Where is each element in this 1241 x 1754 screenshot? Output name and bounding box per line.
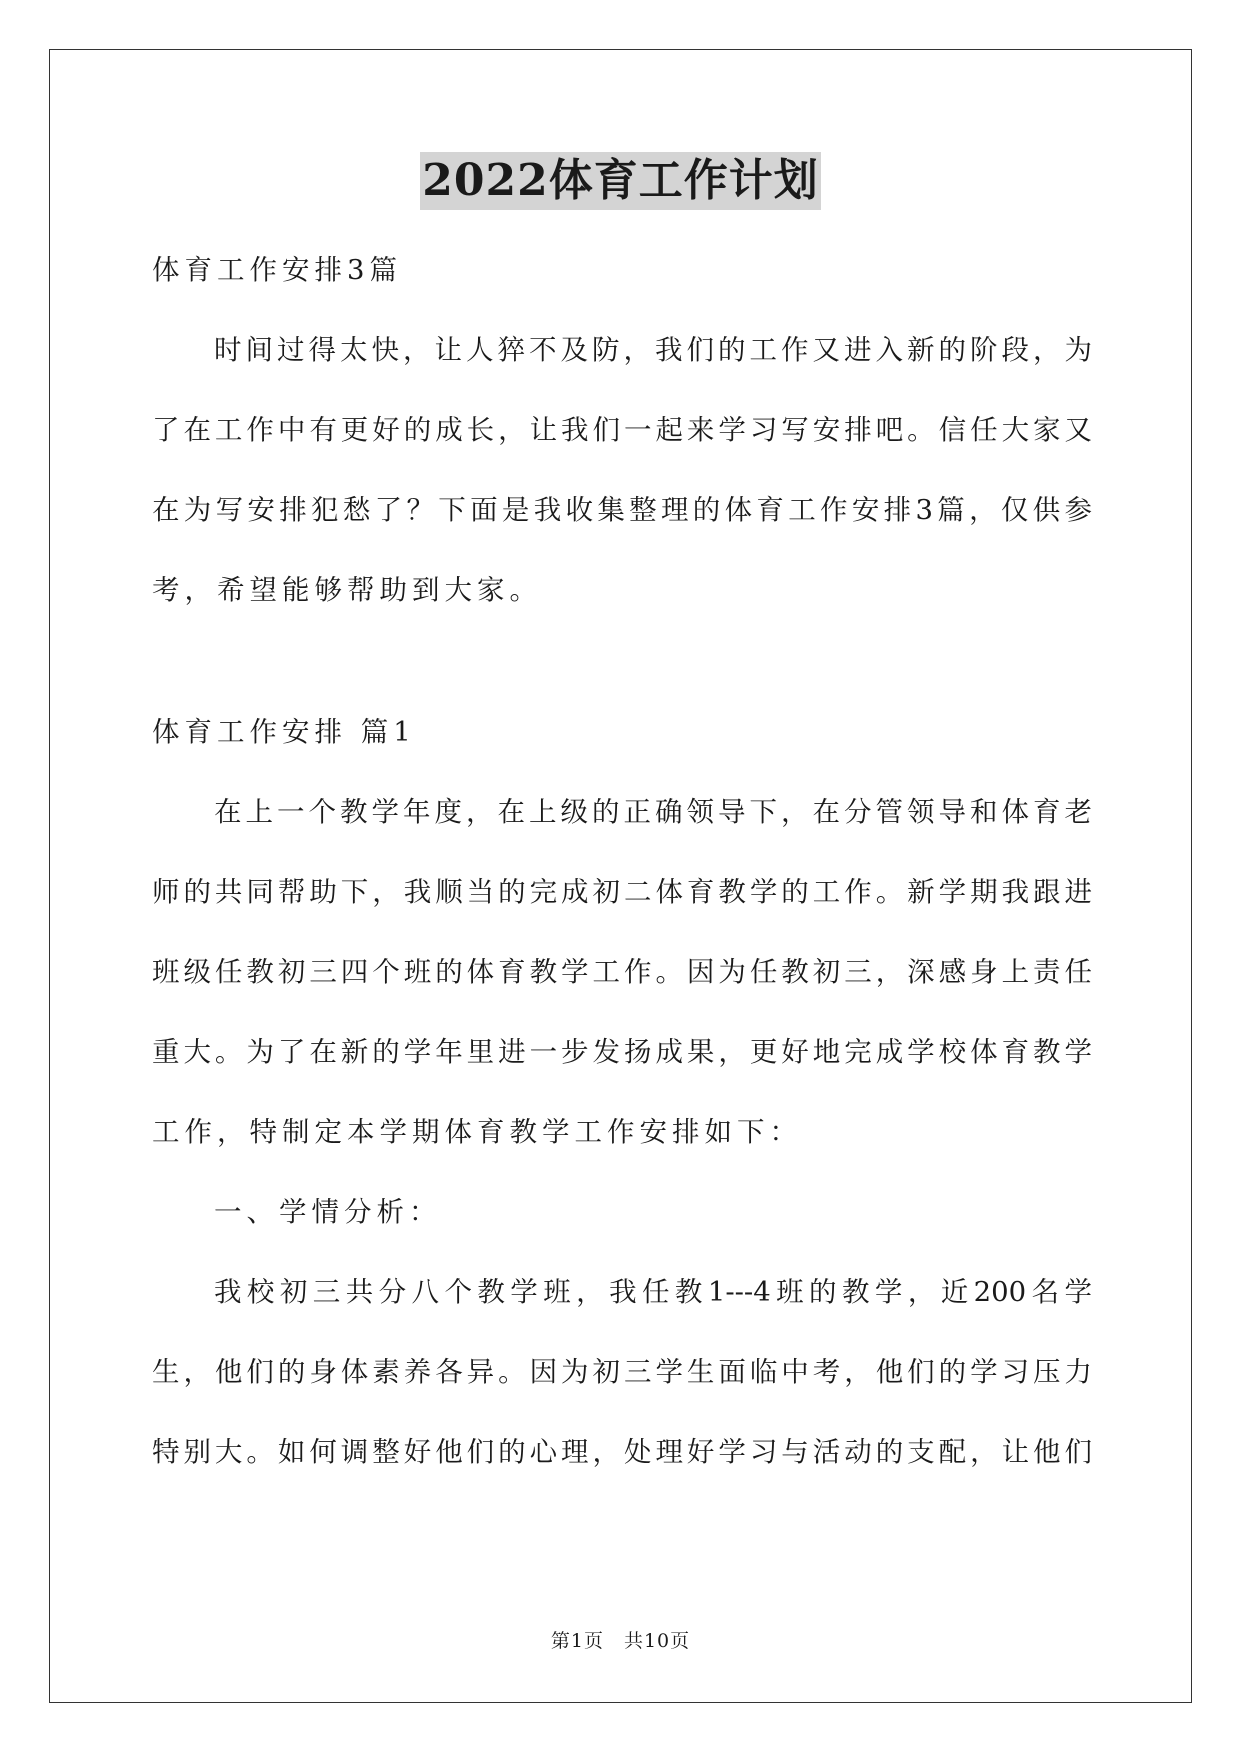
analysis-line: 生，他们的身体素养各异。因为初三学生面临中考，他们的学习压力: [152, 1356, 1092, 1388]
section-line: 在上一个教学年度，在上级的正确领导下，在分管领导和体育老: [214, 796, 1092, 828]
page-number: 第1页 共10页: [550, 1630, 691, 1652]
section-line: 师的共同帮助下，我顺当的完成初二体育教学的工作。新学期我跟进: [152, 876, 1092, 908]
section-line: 工作，特制定本学期体育教学工作安排如下：: [152, 1116, 802, 1148]
intro-line: 考，希望能够帮助到大家。: [152, 574, 542, 606]
analysis-line: 特别大。如何调整好他们的心理，处理好学习与活动的支配，让他们: [152, 1436, 1092, 1468]
intro-heading: 体育工作安排3篇: [152, 254, 402, 286]
subheading: 一、学情分析：: [214, 1196, 442, 1228]
section-line: 重大。为了在新的学年里进一步发扬成果，更好地完成学校体育教学: [152, 1036, 1092, 1068]
paragraph-gap: [152, 630, 1092, 692]
section-heading: 体育工作安排 篇1: [152, 716, 416, 748]
document-body: [152, 230, 1092, 1492]
title-container: [0, 152, 1241, 210]
section-line: 班级任教初三四个班的体育教学工作。因为任教初三，深感身上责任: [152, 956, 1092, 988]
intro-line: 了在工作中有更好的成长，让我们一起来学习写安排吧。信任大家又: [152, 414, 1092, 446]
intro-line: 时间过得太快，让人猝不及防，我们的工作又进入新的阶段，为: [214, 334, 1092, 366]
analysis-line: 我校初三共分八个教学班，我任教1---4班的教学，近200名学: [214, 1276, 1092, 1308]
intro-line: 在为写安排犯愁了？下面是我收集整理的体育工作安排3篇，仅供参: [152, 494, 1092, 526]
document-title: 2022体育工作计划: [420, 152, 820, 210]
